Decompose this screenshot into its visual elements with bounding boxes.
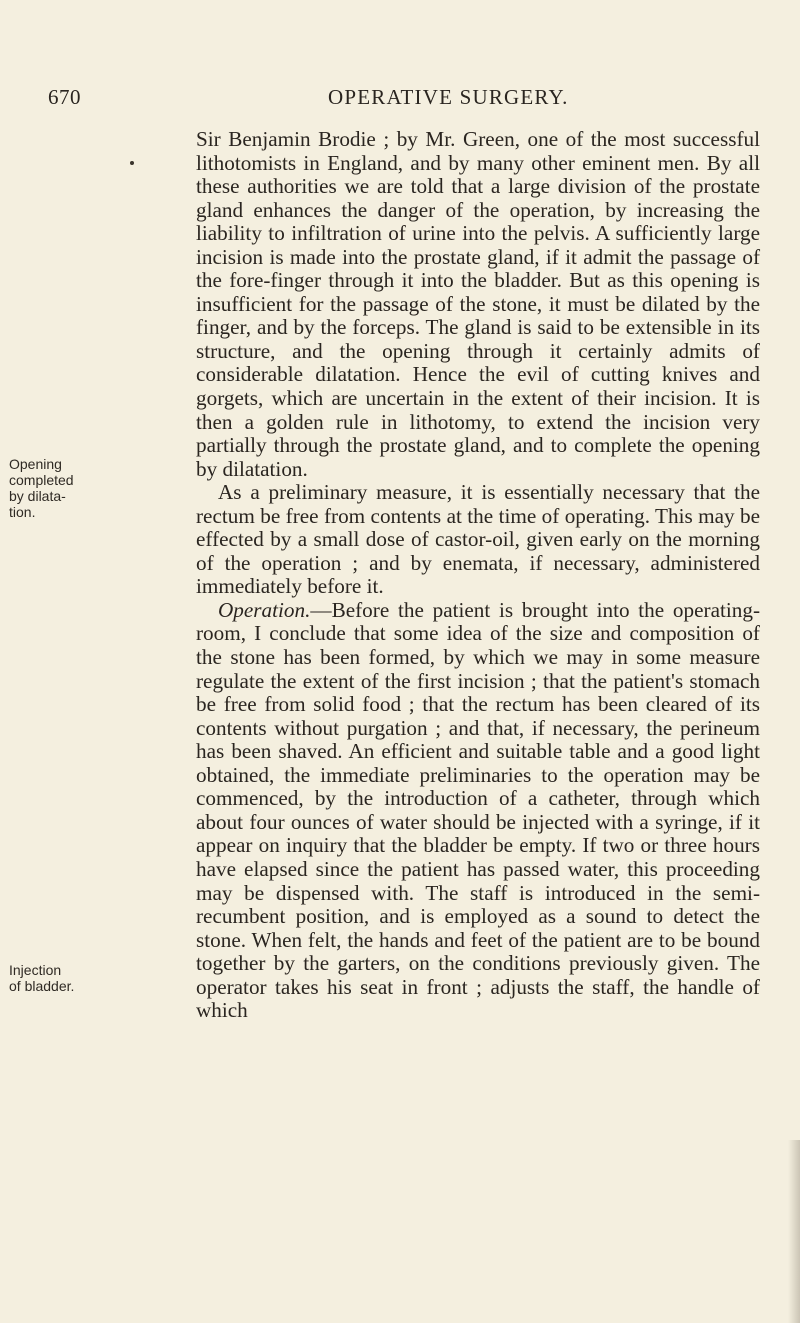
margin-note-line: Injection	[9, 962, 62, 978]
operation-heading: Operation.	[218, 597, 311, 622]
margin-note-line: Opening	[9, 456, 62, 472]
page-header	[48, 85, 748, 115]
margin-dot	[130, 161, 134, 165]
paragraph-operation	[196, 599, 760, 1023]
margin-note-line: tion.	[9, 504, 36, 520]
paragraph-preliminary-measure: As a preliminary measure, it is essentially necessary that the rectum be free from contents at the time of operating. This may be effected by a small dose of castor-oil, given early on the morning of the operation ; and by enemata, if necessary, administered immediately before it.	[196, 480, 760, 599]
operation-text: —Before the patient is brought into the operating-room, I conclude that some idea of the size and composition of the stone has been formed, by which we may in some measure regulate the extent of the first incision ; that the patient's stomach be free from solid food ; that the rectum has been cleared of its contents without purgation ; and that, if necessary, the perineum has been shaved. An efficient and suitable table and a good light obtained, the immediate preliminaries to the operation may be commenced, by the introduction of a catheter, through which about four ounces of water should be injected with a syringe, if it appear on inquiry that the bladder be empty. If two or three hours have elapsed since the patient has passed water, this proceeding may be dispensed with. The staff is introduced in the semi-recumbent position, and is employed as a sound to detect the stone. When felt, the hands and feet of the patient are to be bound together by the garters, on the conditions previously given. The operator takes his seat in front ; adjusts the staff, the handle of which	[196, 597, 760, 1023]
margin-note-line: by dilata-	[9, 488, 66, 504]
page-edge-shadow	[788, 1140, 800, 1323]
margin-note-line: of bladder.	[9, 978, 75, 994]
margin-note-injection-of-bladder	[9, 962, 89, 994]
margin-note-line: completed	[9, 472, 74, 488]
body-text	[196, 128, 760, 1023]
paragraph-continuation: Sir Benjamin Brodie ; by Mr. Green, one of the most successful lithotomists in England, and by many other eminent men. By all these authorities we are told that a large division of the prostate gland enhances the danger of the operation, by increasing the liability to infiltration of urine into the pelvis. A sufficiently large incision is made into the prostate gland, if it admit the passage of the fore-finger through it into the bladder. But as this opening is insufficient for the passage of the stone, it must be dilated by the finger, and by the forceps. The gland is said to be extensible in its structure, and the opening through it certainly admits of considerable dilatation. Hence the evil of cutting knives and gorgets, which are uncertain in the extent of their incision. It is then a golden rule in lithotomy, to extend the incision very partially through the prostate gland, and to complete the opening by dilatation.	[196, 127, 760, 481]
margin-note-opening-completed	[9, 456, 89, 520]
running-head: OPERATIVE SURGERY.	[328, 85, 569, 109]
page-number: 670	[48, 85, 81, 109]
